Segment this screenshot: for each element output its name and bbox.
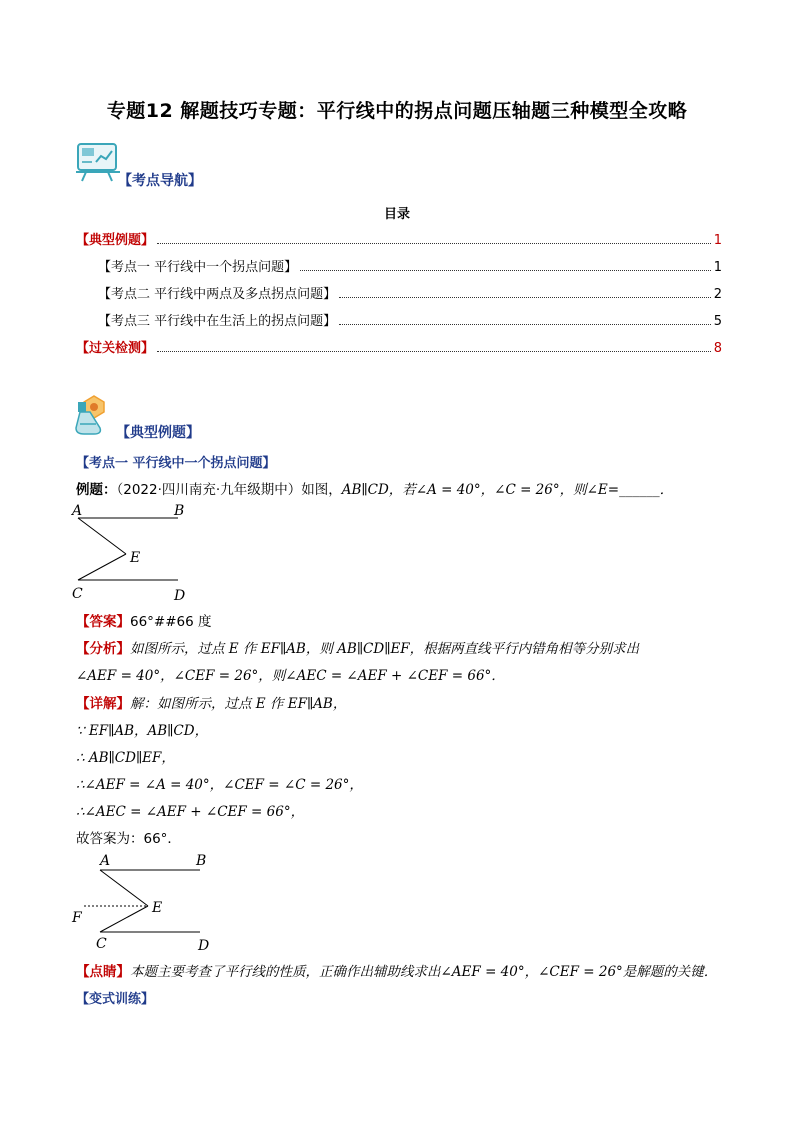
toc-item-typical[interactable]: 【典型例题】 1 bbox=[76, 233, 722, 248]
nav-heading: 【考点导航】 bbox=[118, 173, 202, 189]
analysis-line2: ∠AEF = 40°，∠CEF = 26°，则∠AEC = ∠AEF + ∠CEF = 66°． bbox=[76, 668, 505, 684]
section-heading: 【典型例题】 bbox=[116, 425, 200, 441]
detail-line1: 【详解】解：如图所示，过点 E 作 EF∥AB， bbox=[76, 696, 347, 712]
label-B: B bbox=[174, 503, 185, 519]
detail-step: ∴∠AEF = ∠A = 40°，∠CEF = ∠C = 26°， bbox=[76, 777, 363, 793]
flask-icon bbox=[72, 394, 116, 436]
topic1-heading: 【考点一 平行线中一个拐点问题】 bbox=[76, 456, 276, 471]
label-B: B bbox=[196, 853, 207, 869]
analysis-line1: 【分析】如图所示，过点 E 作 EF∥AB，则 AB∥CD∥EF，根据两直线平行内错角相等分别求出 bbox=[76, 641, 640, 657]
chalkboard-icon bbox=[76, 142, 120, 182]
figure-1 bbox=[66, 498, 206, 606]
toc-item-topic3[interactable]: 【考点三 平行线中在生活上的拐点问题】 5 bbox=[98, 314, 722, 329]
toc-item-check[interactable]: 【过关检测】 8 bbox=[76, 341, 722, 356]
toc-item-topic2[interactable]: 【考点二 平行线中两点及多点拐点问题】 2 bbox=[98, 287, 722, 302]
toc-heading: 目录 bbox=[383, 207, 410, 222]
figure-2 bbox=[64, 848, 224, 954]
detail-step: ∴∠AEC = ∠AEF + ∠CEF = 66°， bbox=[76, 804, 305, 820]
toc-item-topic1[interactable]: 【考点一 平行线中一个拐点问题】 1 bbox=[98, 260, 722, 275]
label-D: D bbox=[174, 588, 186, 604]
page-title: 专题12 解题技巧专题：平行线中的拐点问题压轴题三种模型全攻略 bbox=[106, 100, 688, 122]
variant-heading: 【变式训练】 bbox=[76, 992, 155, 1007]
label-C: C bbox=[72, 586, 83, 602]
label-E: E bbox=[152, 900, 163, 916]
detail-step: ∵ EF∥AB，AB∥CD， bbox=[76, 723, 209, 739]
label-A: A bbox=[100, 853, 111, 869]
label-E: E bbox=[130, 550, 141, 566]
detail-step: 故答案为：66°． bbox=[76, 831, 181, 847]
label-D: D bbox=[198, 938, 210, 954]
label-C: C bbox=[96, 936, 107, 952]
label-F: F bbox=[72, 910, 82, 926]
answer: 【答案】66°##66 度 bbox=[76, 614, 212, 630]
detail-step: ∴ AB∥CD∥EF， bbox=[76, 750, 175, 766]
example-question: 例题：（2022·四川南充·九年级期中）如图，AB∥CD，若∠A = 40°，∠C = 26°，则∠E=______． bbox=[76, 482, 674, 498]
comment: 【点睛】本题主要考查了平行线的性质，正确作出辅助线求出∠AEF = 40°，∠CEF = 26°是解题的关键． bbox=[76, 964, 718, 980]
label-A: A bbox=[72, 503, 83, 519]
